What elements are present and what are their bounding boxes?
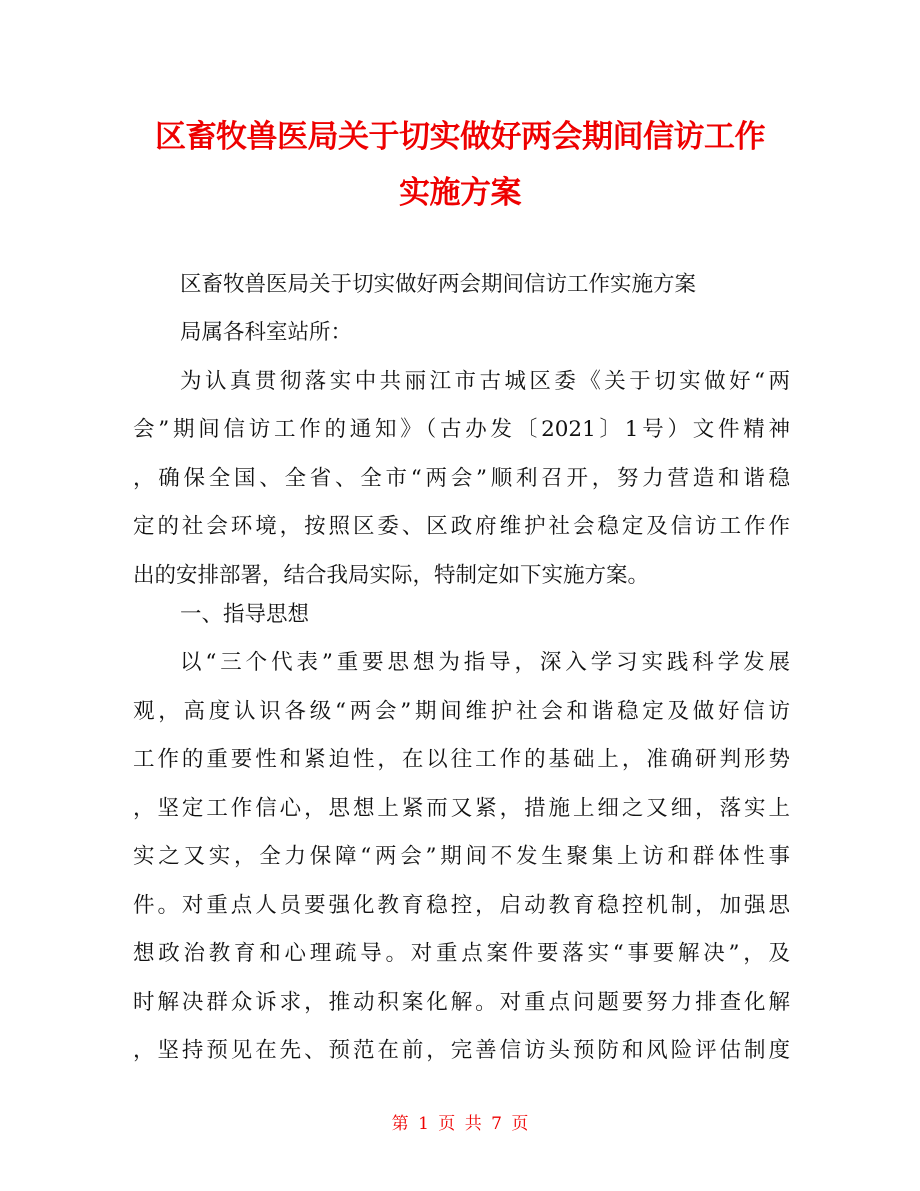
page-number-footer: 第 1 页 共 7 页 (391, 1114, 529, 1134)
body-line: 观，高度认识各级“两会”期间维护社会和谐稳定及做好信访 (133, 699, 790, 724)
body-line: 以“三个代表”重要思想为指导，深入学习实践科学发展 (180, 650, 790, 675)
body-line: ，坚持预见在先、预范在前，完善信访头预防和风险评估制度 (133, 1038, 790, 1063)
body-line: ，确保全国、全省、全市“两会”顺利召开，努力营造和谐稳 (133, 466, 790, 491)
body-line: ，坚定工作信心，思想上紧而又紧，措施上细之又细，落实上 (133, 796, 790, 821)
body-recipient-line: 局属各科室站所： (180, 320, 353, 345)
body-line: 时解决群众诉求，推动积案化解。对重点问题要努力排查化解 (133, 990, 790, 1015)
body-line: 实之又实，全力保障“两会”期间不发生聚集上访和群体性事 (133, 844, 790, 869)
document-title-line-2: 实施方案 (399, 175, 521, 211)
section-heading: 一、指导思想 (180, 602, 310, 627)
body-line: 想政治教育和心理疏导。对重点案件要落实“事要解决”，及 (133, 941, 790, 966)
body-line: 出的安排部署，结合我局实际，特制定如下实施方案。 (133, 563, 650, 588)
body-line: 工作的重要性和紧迫性，在以往工作的基础上，准确研判形势 (133, 747, 790, 772)
body-line: 定的社会环境，按照区委、区政府维护社会稳定及信访工作作 (133, 514, 790, 539)
body-line: 为认真贯彻落实中共丽江市古城区委《关于切实做好“两 (180, 369, 790, 394)
body-line: 件。对重点人员要强化教育稳控，启动教育稳控机制，加强思 (133, 893, 790, 918)
document-title-line-1: 区畜牧兽医局关于切实做好两会期间信访工作 (155, 119, 765, 155)
body-subject-line: 区畜牧兽医局关于切实做好两会期间信访工作实施方案 (180, 272, 697, 297)
body-line: 会”期间信访工作的通知》（古办发〔2021〕1号）文件精神 (133, 417, 790, 442)
